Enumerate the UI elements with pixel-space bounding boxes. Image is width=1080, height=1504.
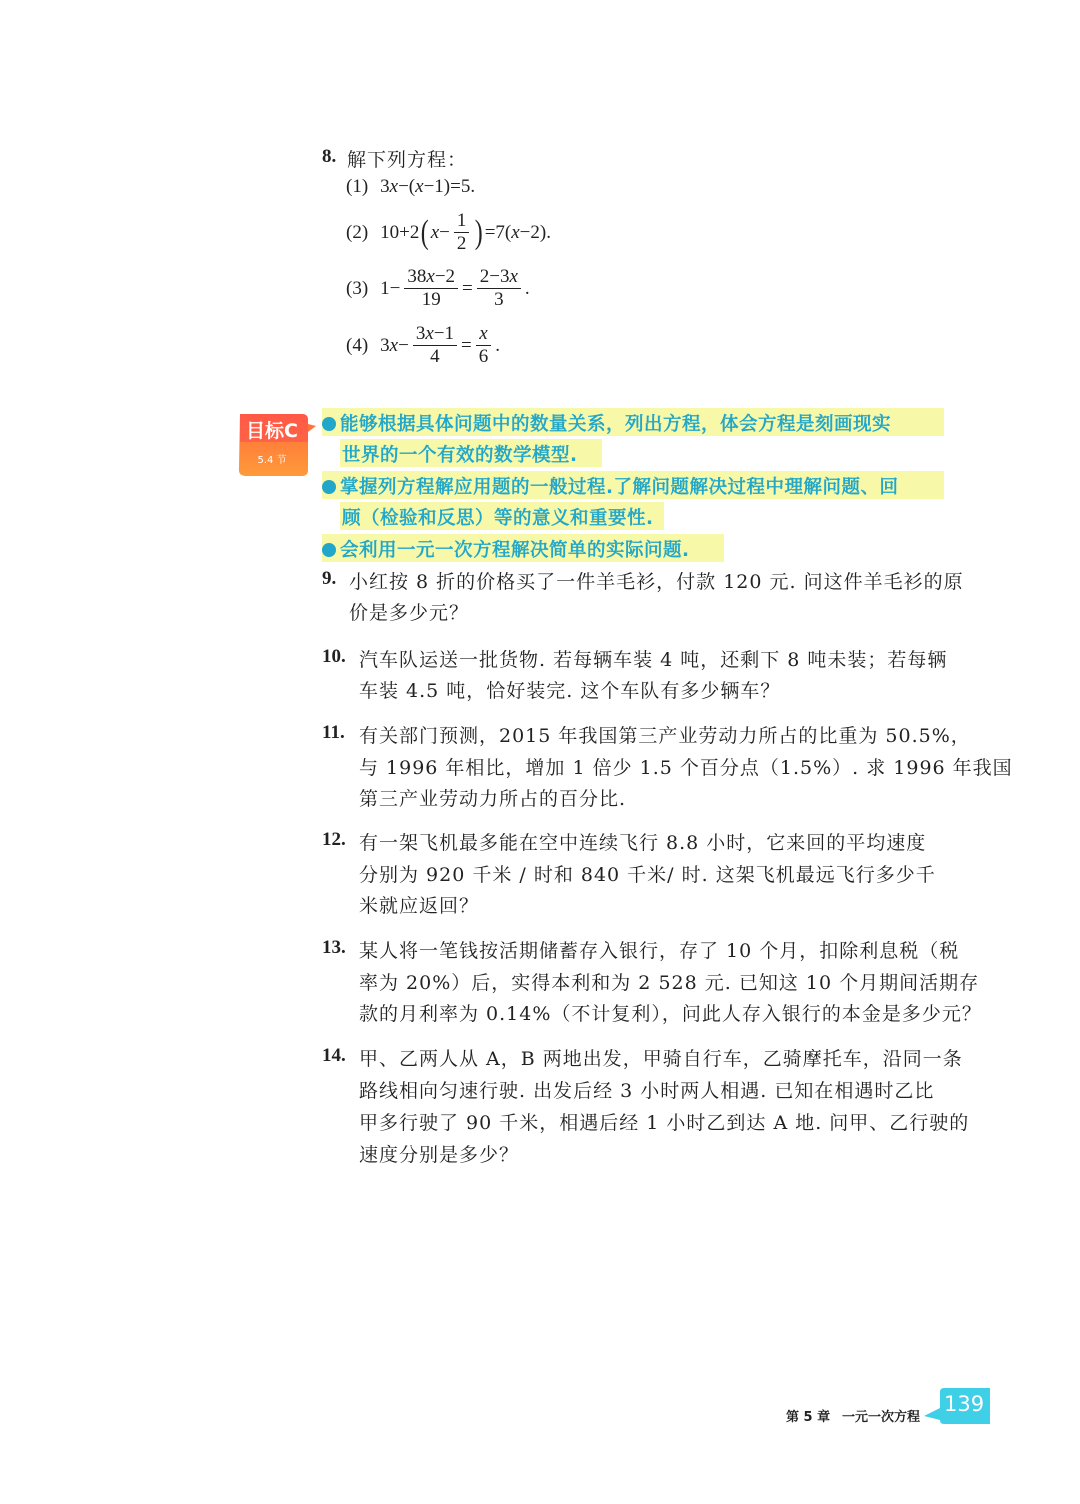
problem-13-line-2: 率为 20%）后，实得本利和为 2 528 元. 已知这 10 个月期间活期存 bbox=[359, 972, 980, 994]
bullet-icon bbox=[322, 417, 336, 431]
equation-1: (1) 3x−(x−1)=5. bbox=[346, 176, 476, 197]
equation-3-label: (3) bbox=[346, 277, 369, 299]
question-8-title: 解下列方程： bbox=[347, 149, 468, 171]
problem-14-line-3: 甲多行驶了 90 千米，相遇后经 1 小时乙到达 A 地. 问甲、乙行驶的 bbox=[359, 1112, 970, 1134]
goal-badge-section: 5.4 节 bbox=[257, 455, 287, 466]
problem-12-line-3: 米就应返回？ bbox=[359, 895, 480, 917]
goal-line-5: 会利用一元一次方程解决简单的实际问题. bbox=[322, 536, 690, 562]
equation-2: (2) 10+2 ( x − $\frac{1}{2}$ ) =7( x −2). bbox=[346, 210, 551, 254]
problem-11-line-2: 与 1996 年相比，增加 1 倍少 1.5 个百分点（1.5%）. 求 1996 年我国 bbox=[359, 757, 1013, 779]
problem-12-line-1: 有一架飞机最多能在空中连续飞行 8.8 小时，它来回的平均速度 bbox=[359, 832, 927, 854]
problem-11-line-3: 第三产业劳动力所占的百分比. bbox=[359, 788, 627, 810]
problem-9-line-1: 小红按 8 折的价格买了一件羊毛衫，付款 120 元. 问这件羊毛衫的原 bbox=[349, 571, 964, 593]
problem-10-line-1: 汽车队运送一批货物. 若每辆车装 4 吨，还剩下 8 吨未装；若每辆 bbox=[359, 649, 948, 671]
equation-4-label: (4) bbox=[346, 334, 369, 356]
question-8-number: 8. bbox=[322, 146, 337, 167]
problem-14-line-2: 路线相向匀速行驶. 出发后经 3 小时两人相遇. 已知在相遇时乙比 bbox=[359, 1080, 935, 1102]
problem-10-number: 10. bbox=[322, 646, 346, 667]
problem-11-number: 11. bbox=[322, 722, 345, 743]
problem-12-number: 12. bbox=[322, 829, 346, 850]
equation-4: (4) 3x− $\frac{3x-1}{4}$ = $\frac{x}{6}$ . bbox=[346, 323, 500, 367]
problem-14-line-1: 甲、乙两人从 A，B 两地出发，甲骑自行车，乙骑摩托车，沿同一条 bbox=[359, 1048, 963, 1070]
equation-3: (3) 1− $\frac{38x-2}{19}$ = $\frac{2-3x}{3}$ . bbox=[346, 266, 530, 310]
goal-line-2: 世界的一个有效的数学模型. bbox=[342, 445, 578, 466]
problem-13-line-3: 款的月利率为 0.14%（不计复利），问此人存入银行的本金是多少元？ bbox=[359, 1003, 982, 1025]
bullet-icon bbox=[322, 543, 336, 557]
problem-14-line-4: 速度分别是多少？ bbox=[359, 1144, 520, 1166]
problem-9-line-2: 价是多少元？ bbox=[349, 602, 470, 624]
goal-c-badge bbox=[236, 412, 316, 478]
problem-13-number: 13. bbox=[322, 937, 346, 958]
goal-line-4: 顾（检验和反思）等的意义和重要性. bbox=[342, 508, 654, 529]
goal-line-1: 能够根据具体问题中的数量关系，列出方程，体会方程是刻画现实 bbox=[322, 410, 891, 436]
equation-1-label: (1) bbox=[346, 176, 369, 197]
footer-chapter-title: 一元一次方程 bbox=[842, 1410, 921, 1425]
bullet-icon bbox=[322, 480, 336, 494]
problem-9-number: 9. bbox=[322, 568, 337, 589]
problem-13-line-1: 某人将一笔钱按活期储蓄存入银行，存了 10 个月，扣除利息税（税 bbox=[359, 940, 960, 962]
problem-12-line-2: 分别为 920 千米 / 时和 840 千米/ 时. 这架飞机最远飞行多少千 bbox=[359, 864, 936, 886]
goal-line-3: 掌握列方程解应用题的一般过程.了解问题解决过程中理解问题、回 bbox=[322, 473, 899, 499]
problem-10-line-2: 车装 4.5 吨，恰好装完. 这个车队有多少辆车？ bbox=[359, 680, 781, 702]
problem-14-number: 14. bbox=[322, 1045, 346, 1066]
equation-2-label: (2) bbox=[346, 221, 369, 243]
problem-11-line-1: 有关部门预测，2015 年我国第三产业劳动力所占的比重为 50.5%， bbox=[359, 725, 971, 747]
goal-badge-title: 目标C bbox=[246, 420, 298, 442]
footer-chapter: 第 5 章 bbox=[786, 1410, 831, 1425]
page-number: 139 bbox=[944, 1392, 985, 1416]
